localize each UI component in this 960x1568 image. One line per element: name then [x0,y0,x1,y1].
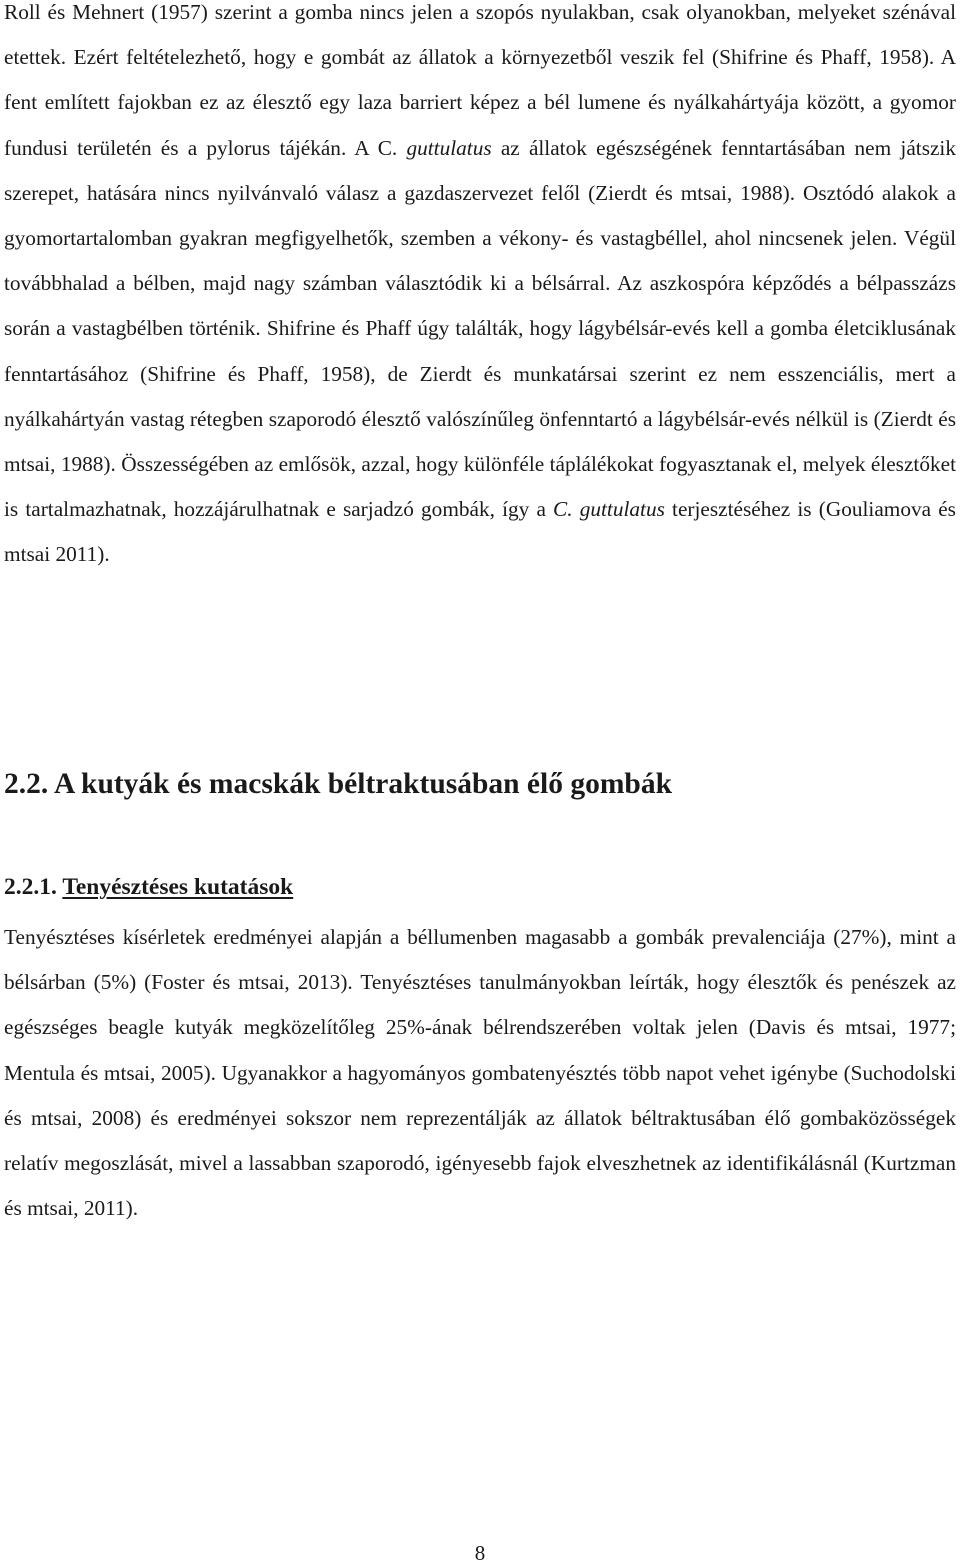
body-paragraph: Tenyésztéses kísérletek eredményei alapján a béllumenben magasabb a gombák prevalenciája (27%), mint a bélsárban (5%) (Foster és mtsai, 2013). Tenyésztéses tanulmányokban leírták, hogy élesztők és penészek az egészséges beagle kutyák megközelítőleg 25%-ának bélrendszerében voltak jelen (Davis és mtsai, 1977; Mentula és mtsai, 2005). Ugyanakkor a hagyományos gombatenyésztés több napot vehet igénybe (Suchodolski és mtsai, 2008) és eredményei sokszor nem reprezentálják az állatok béltraktusában élő gombaközösségek relatív megoszlását, mivel a lassabban szaporodó, igényesebb fajok elveszhetnek az identifikálásnál (Kurtzman és mtsai, 2011). [4,925,956,1221]
paragraph-text: Roll és Mehnert (1957) szerint a gomba nincs jelen a szopós nyulakban, csak olyanokban, melyeket szénával etettek. Ezért feltételezhető, hogy e gombát az állatok a környezetből veszik fel (Shifrine és Phaff, 1958). A fent említett fajokban ez az élesztő egy laza barriert képez a bél lumene és nyálkahártyája között, a gyomor fundusi területén és a pylorus tájékán. A C. [4,0,956,160]
subsection-heading [4,869,293,905]
body-paragraph [4,0,956,578]
subsection-number: 2.2.1. [4,874,63,900]
page-number: 8 [474,1541,486,1565]
paragraph-text: az állatok egészségének fenntartásában nem játszik szerepet, hatására nincs nyilvánvaló válasz a gazdaszervezet felől (Zierdt és mtsai, 1988). Osztódó alakok a gyomortartalomban gyakran megfigyelhetők, szemben a vékony- és vastagbéllel, ahol nincsenek jelen. Végül továbbhalad a bélben, majd nagy számban választódik ki a bélsárral. Az aszkospóra képződés a bélpasszázs során a vastagbélben történik. Shifrine és Phaff úgy találták, hogy lágybélsár-evés kell a gomba életciklusának fenntartásához (Shifrine és Phaff, 1958), de Zierdt és munkatársai szerint ez nem esszenciális, mert a nyálkahártyán vastag rétegben szaporodó élesztő valószínűleg önfenntartó a lágybélsár-evés nélkül is (Zierdt és mtsai, 1988). Összességében az emlősök, azzal, hogy különféle táplálékokat fogyasztanak el, melyek élesztőket is tartalmazhatnak, hozzájárulhatnak e sarjadzó gombák, így a [4,135,956,522]
paragraph-text: terjesztéséhez is (Gouliamova és mtsai 2011). [4,497,956,567]
subsection-title: Tenyésztéses kutatások [62,874,294,900]
species-name-italic: guttulatus [406,135,492,160]
section-heading: 2.2. A kutyák és macskák béltraktusában élő gombák [4,768,672,800]
species-name-italic: C. guttulatus [553,497,665,522]
